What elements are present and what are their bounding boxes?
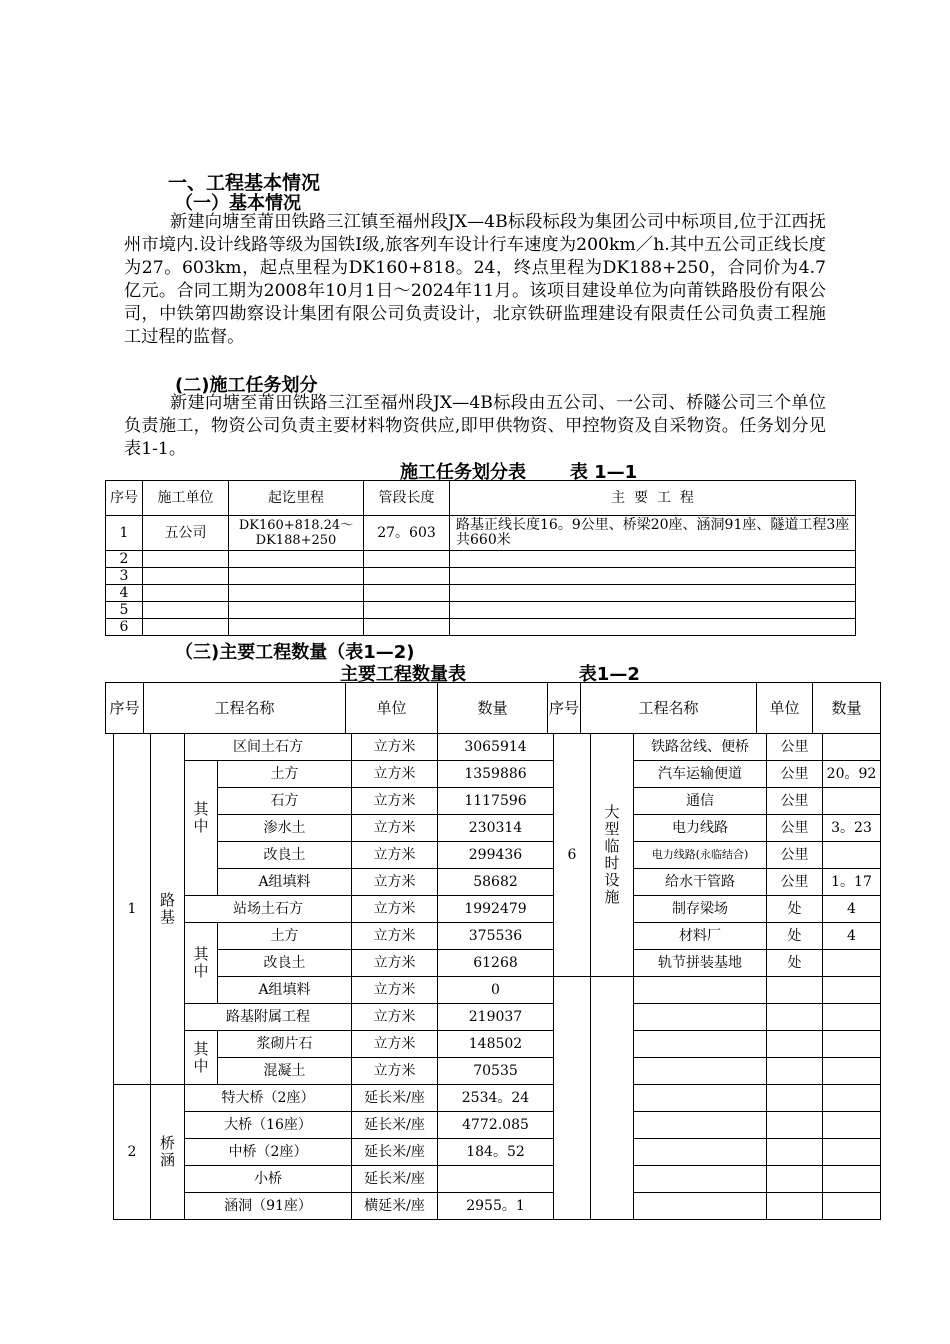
item-name-right: 电力线路(永临结合) [634, 842, 767, 869]
task-division-table [105, 480, 856, 636]
item-qty-right: 3。23 [823, 815, 881, 842]
item-unit: 立方米 [352, 734, 438, 761]
group-no: 2 [114, 1085, 151, 1220]
item-qty: 4772.085 [438, 1112, 554, 1139]
item-qty: 61268 [438, 950, 554, 977]
item-name-right: 给水干管路 [634, 869, 767, 896]
header-quantity: 数量 [438, 683, 548, 734]
item-unit-right: 公里 [767, 734, 823, 761]
item-unit: 立方米 [352, 1031, 438, 1058]
item-qty: 1359886 [438, 761, 554, 788]
item-name-right: 电力线路 [634, 815, 767, 842]
item-unit: 立方米 [352, 761, 438, 788]
item-qty: 375536 [438, 923, 554, 950]
header-main-works: 主 要 工 程 [450, 481, 856, 516]
item-name: 浆砌片石 [218, 1031, 352, 1058]
group6-name: 大型临时设施 [591, 734, 634, 977]
item-unit-right: 公里 [767, 761, 823, 788]
table1-caption: 施工任务划分表 表 1—1 [400, 462, 638, 483]
item-name: 改良土 [218, 842, 352, 869]
item-qty: 230314 [438, 815, 554, 842]
item-name-right: 通信 [634, 788, 767, 815]
item-name-right: 轨节拼装基地 [634, 950, 767, 977]
item-qty: 3065914 [438, 734, 554, 761]
basic-info-paragraph: 新建向塘至莆田铁路三江镇至福州段JX—4B标段标段为集团公司中标项目,位于江西抚州市境内.设计线路等级为国铁Ⅰ级,旅客列车设计行车速度为200km／h.其中五公司正线长度为27。603km，起点里程为DK160+818。24，终点里程为DK188+250，合同价为4.7亿元。合同工期为2008年10月1日～2024年11月。该项目建设单位为向莆铁路股份有限公司，中铁第四勘察设计集团有限公司负责设计，北京铁研监理建设有限责任公司负责工程施工过程的监督。 [124, 212, 826, 347]
quantity-table-header [105, 682, 881, 734]
item-name: 改良土 [218, 950, 352, 977]
section-title: 一、工程基本情况 [168, 172, 321, 194]
item-name: 石方 [218, 788, 352, 815]
item-unit-right: 公里 [767, 869, 823, 896]
item-name: 特大桥（2座） [185, 1085, 352, 1112]
item-name: 中桥（2座） [185, 1139, 352, 1166]
item-qty: 58682 [438, 869, 554, 896]
item-qty-right [823, 734, 881, 761]
group-name: 路基 [151, 734, 185, 1085]
row-main-works: 路基正线长度16。9公里、桥梁20座、涵洞91座、隧道工程3座共660米 [450, 516, 856, 551]
row-no: 3 [106, 568, 143, 585]
item-name-right: 材料厂 [634, 923, 767, 950]
header-length: 管段长度 [364, 481, 450, 516]
item-unit: 立方米 [352, 788, 438, 815]
item-qty-right [823, 950, 881, 977]
empty-cell [554, 977, 591, 1220]
group-name: 桥涵 [151, 1085, 185, 1220]
item-unit: 横延米/座 [352, 1193, 438, 1220]
subsection-title-1: （一）基本情况 [175, 193, 301, 214]
item-unit: 立方米 [352, 1004, 438, 1031]
item-unit: 立方米 [352, 869, 438, 896]
item-name: A组填料 [218, 977, 352, 1004]
item-name: 小桥 [185, 1166, 352, 1193]
header-quantity-right: 数量 [813, 683, 881, 734]
item-qty-right: 1。17 [823, 869, 881, 896]
header-mileage: 起讫里程 [229, 481, 364, 516]
item-unit: 延长米/座 [352, 1166, 438, 1193]
qizhong-label: 其中 [185, 923, 218, 1004]
item-name: 涵洞（91座） [185, 1193, 352, 1220]
qizhong-label: 其中 [185, 1031, 218, 1085]
header-no: 序号 [106, 481, 143, 516]
row-no: 4 [106, 585, 143, 602]
item-unit-right: 处 [767, 923, 823, 950]
row-no: 5 [106, 602, 143, 619]
item-qty: 299436 [438, 842, 554, 869]
row-no: 1 [106, 516, 143, 551]
item-unit: 延长米/座 [352, 1112, 438, 1139]
item-qty: 1992479 [438, 896, 554, 923]
header-unit-right: 单位 [757, 683, 813, 734]
item-qty: 0 [438, 977, 554, 1004]
item-qty: 2955。1 [438, 1193, 554, 1220]
item-qty-right: 4 [823, 923, 881, 950]
task-division-paragraph: 新建向塘至莆田铁路三江至福州段JX—4B标段由五公司、一公司、桥隧公司三个单位负责施工，物资公司负责主要材料物资供应,即甲供物资、甲控物资及自采物资。任务划分见表1-1。 [124, 393, 826, 459]
item-name: 区间土石方 [185, 734, 352, 761]
item-qty: 1117596 [438, 788, 554, 815]
item-unit: 立方米 [352, 923, 438, 950]
header-name: 工程名称 [144, 683, 346, 734]
item-unit: 延长米/座 [352, 1085, 438, 1112]
item-name: 路基附属工程 [185, 1004, 352, 1031]
table2-caption: 主要工程数量表 表1—2 [340, 664, 640, 685]
subsection-title-2: (二)施工任务划分 [175, 375, 318, 396]
item-qty: 2534。24 [438, 1085, 554, 1112]
qizhong-label: 其中 [185, 761, 218, 896]
group-no: 1 [114, 734, 151, 1085]
item-qty [438, 1166, 554, 1193]
item-unit: 立方米 [352, 1058, 438, 1085]
item-qty-right [823, 788, 881, 815]
item-unit: 立方米 [352, 842, 438, 869]
item-unit-right: 处 [767, 896, 823, 923]
item-name: 土方 [218, 923, 352, 950]
item-name: 混凝土 [218, 1058, 352, 1085]
item-name: 渗水土 [218, 815, 352, 842]
item-unit: 立方米 [352, 815, 438, 842]
item-qty: 148502 [438, 1031, 554, 1058]
item-unit: 立方米 [352, 977, 438, 1004]
header-no: 序号 [106, 683, 144, 734]
header-name-right: 工程名称 [581, 683, 757, 734]
item-name-right: 铁路岔线、便桥 [634, 734, 767, 761]
header-unit: 单位 [346, 683, 438, 734]
row-mileage: DK160+818.24～DK188+250 [229, 516, 364, 551]
row-length: 27。603 [364, 516, 450, 551]
item-unit: 延长米/座 [352, 1139, 438, 1166]
group6-no: 6 [554, 734, 591, 977]
item-qty-right [823, 842, 881, 869]
header-unit: 施工单位 [143, 481, 229, 516]
item-unit-right: 处 [767, 950, 823, 977]
item-name: A组填料 [218, 869, 352, 896]
header-no-right: 序号 [548, 683, 581, 734]
subsection-title-3: （三)主要工程数量（表1—2) [175, 642, 415, 663]
item-qty-right: 20。92 [823, 761, 881, 788]
item-name: 站场土石方 [185, 896, 352, 923]
item-qty: 70535 [438, 1058, 554, 1085]
item-qty-right: 4 [823, 896, 881, 923]
row-no: 6 [106, 619, 143, 636]
row-no: 2 [106, 551, 143, 568]
item-unit-right: 公里 [767, 842, 823, 869]
quantity-table [113, 733, 881, 1220]
empty-cell [591, 977, 634, 1220]
item-unit-right: 公里 [767, 815, 823, 842]
item-name-right: 汽车运输便道 [634, 761, 767, 788]
item-name: 土方 [218, 761, 352, 788]
item-name: 大桥（16座） [185, 1112, 352, 1139]
item-unit: 立方米 [352, 896, 438, 923]
item-unit: 立方米 [352, 950, 438, 977]
item-name-right: 制存梁场 [634, 896, 767, 923]
item-unit-right: 公里 [767, 788, 823, 815]
item-qty: 184。52 [438, 1139, 554, 1166]
item-qty: 219037 [438, 1004, 554, 1031]
row-unit: 五公司 [143, 516, 229, 551]
